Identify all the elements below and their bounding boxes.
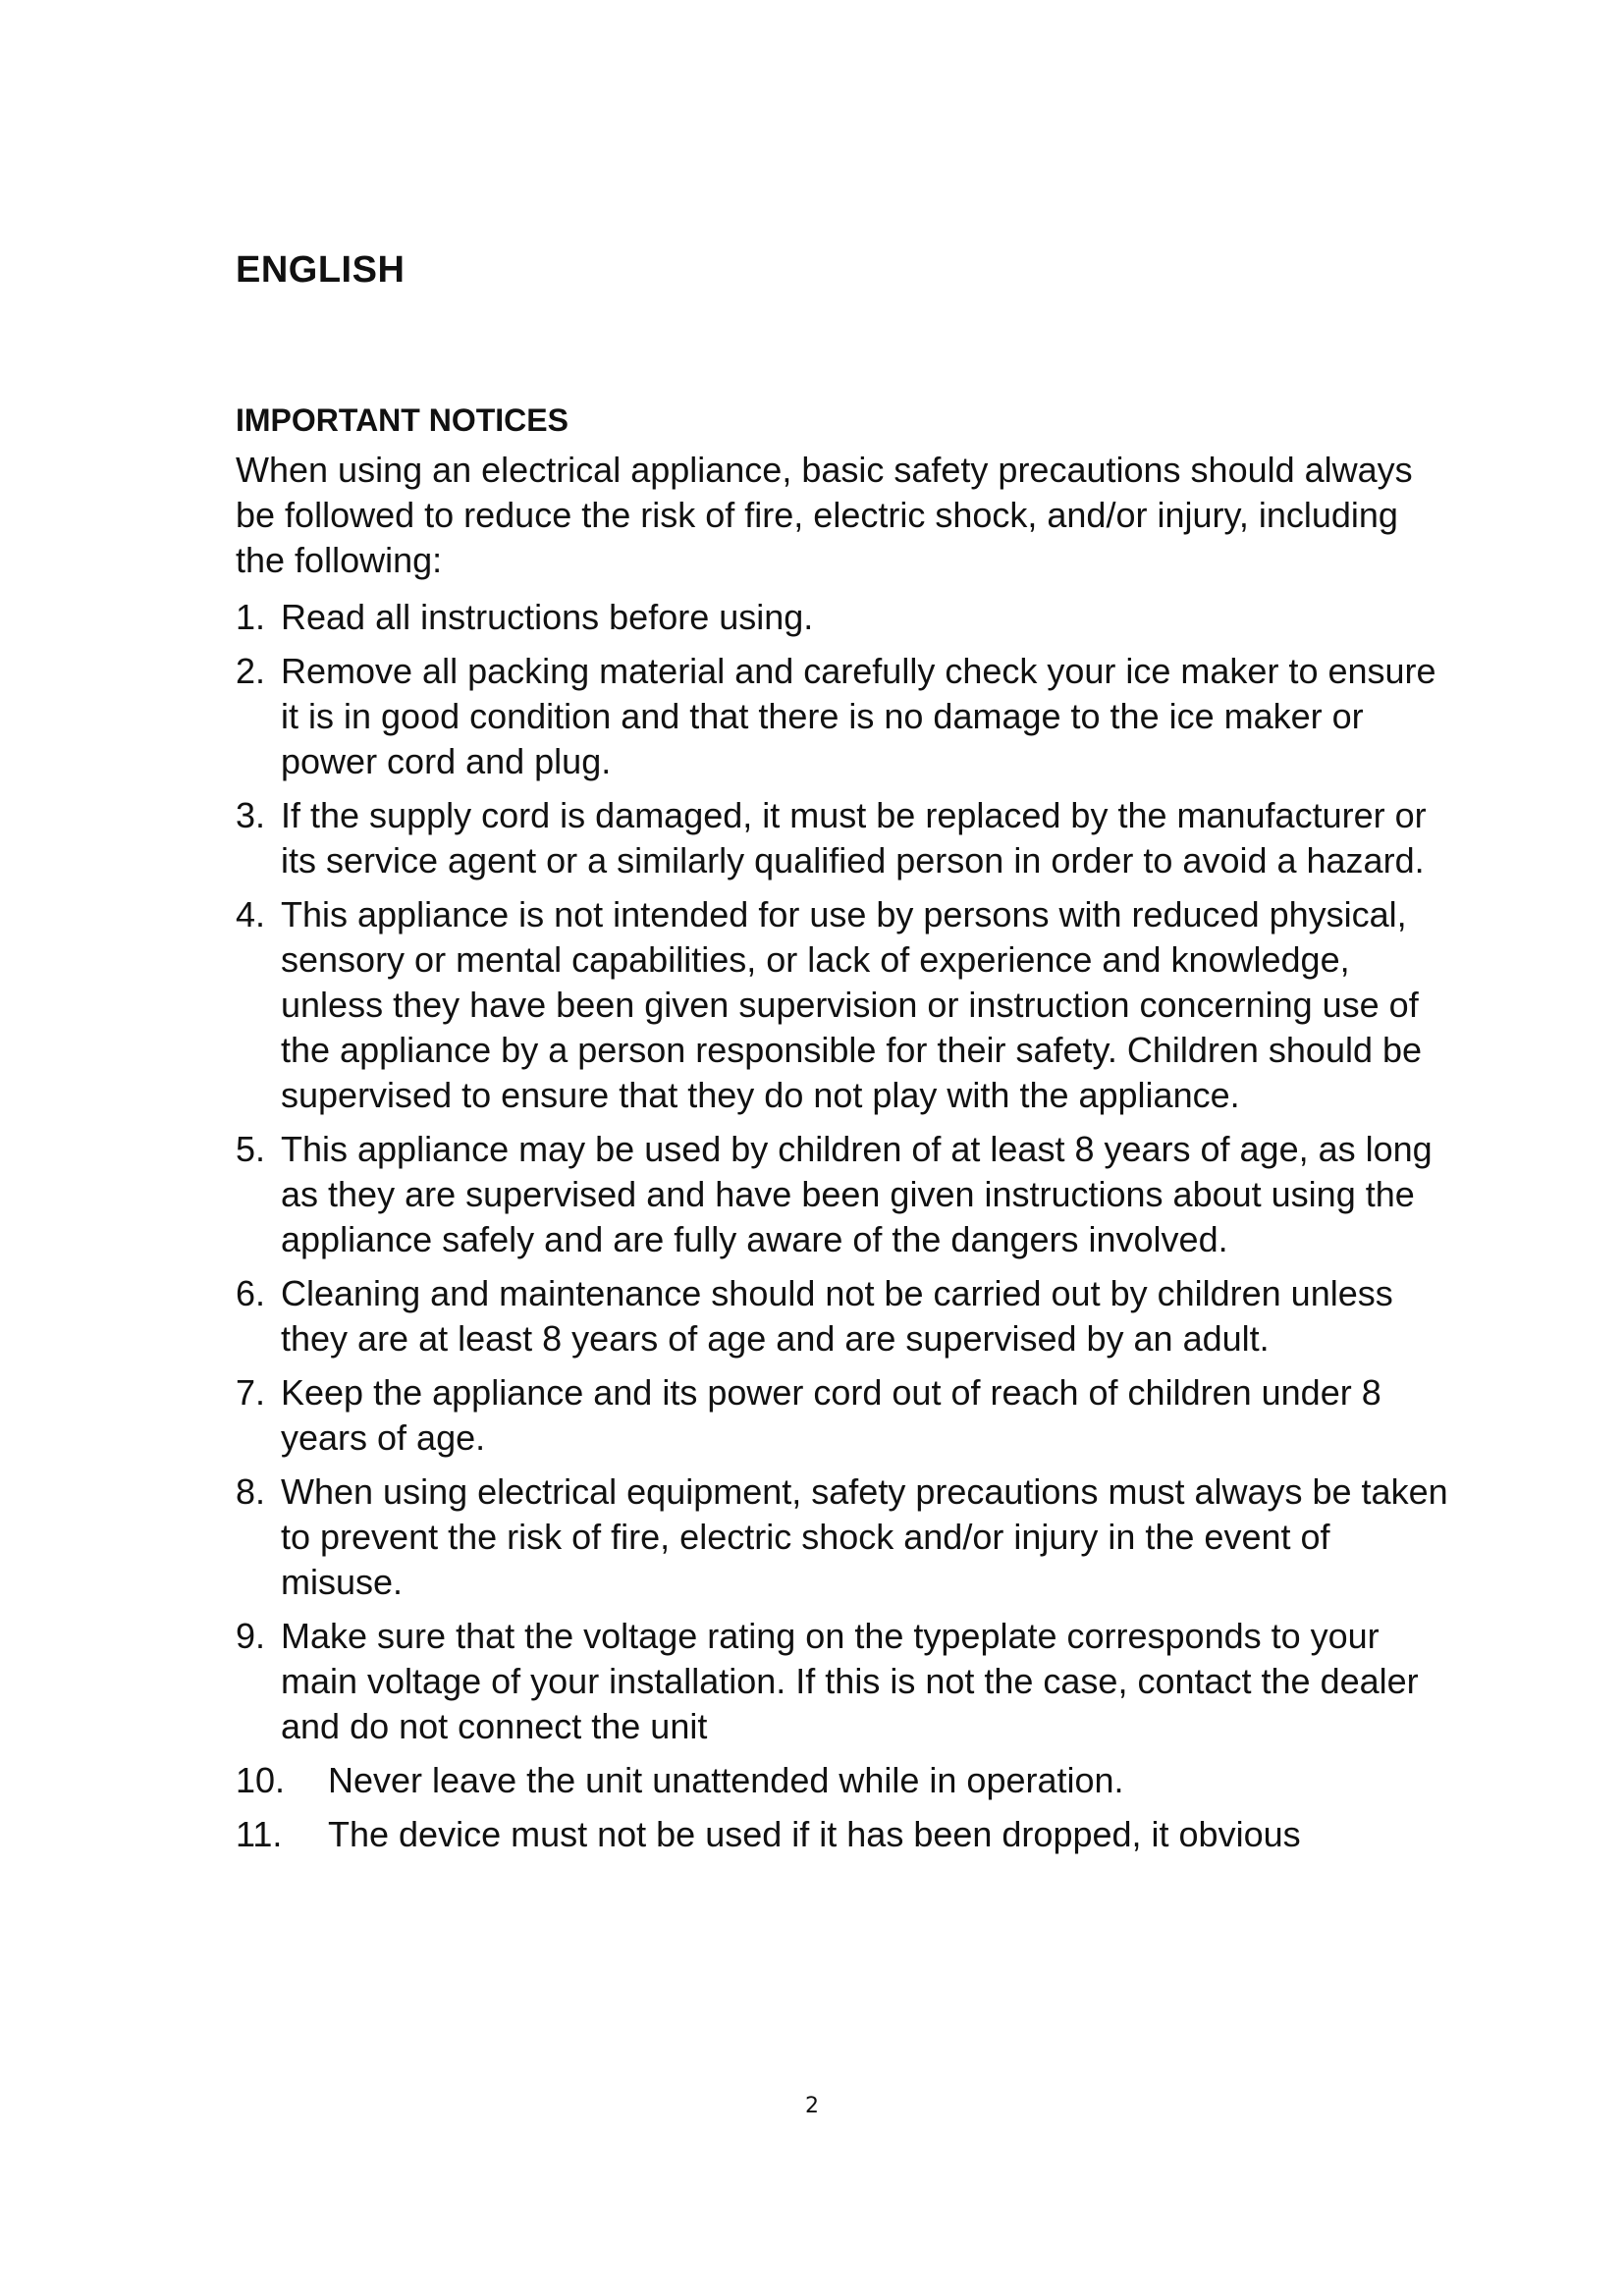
notices-list <box>236 595 1453 1857</box>
item-number: 11. <box>236 1814 283 1854</box>
item-number: 4. <box>236 894 266 934</box>
item-text: Read all instructions before using. <box>281 597 814 637</box>
item-text: Make sure that the voltage rating on the typeplate corresponds to your main voltage of your installation. If this is not the case, contact the dealer and do not connect the unit <box>281 1616 1419 1746</box>
item-text: Keep the appliance and its power cord out of reach of children under 8 years of age. <box>281 1372 1381 1458</box>
item-text: Remove all packing material and carefully check your ice maker to ensure it is in good condition and that there is no damage to the ice maker or power cord and plug. <box>281 651 1436 781</box>
item-text: The device must not be used if it has been dropped, it obvious <box>328 1814 1301 1854</box>
list-item <box>236 595 1453 640</box>
list-item <box>236 892 1453 1118</box>
item-text: This appliance may be used by children of at least 8 years of age, as long as they are supervised and have been given instructions about using the appliance safely and are fully aware of the dangers involved. <box>281 1129 1433 1259</box>
item-number: 3. <box>236 795 266 835</box>
item-text: When using electrical equipment, safety precautions must always be taken to prevent the risk of fire, electric shock and/or injury in the event of misuse. <box>281 1471 1448 1602</box>
list-item <box>236 1614 1453 1749</box>
item-text: This appliance is not intended for use by persons with reduced physical, sensory or mental capabilities, or lack of experience and knowledge, unless they have been given supervision or instruction concerning use of the appliance by a person responsible for their safety. Children should be supervised to ensure that they do not play with the appliance. <box>281 894 1423 1115</box>
item-number: 5. <box>236 1129 266 1169</box>
item-number: 1. <box>236 597 266 637</box>
list-item <box>236 1469 1453 1605</box>
item-text: Never leave the unit unattended while in operation. <box>328 1760 1124 1800</box>
item-text: Cleaning and maintenance should not be carried out by children unless they are at least 8 years of age and are supervised by an adult. <box>281 1273 1393 1359</box>
item-text: If the supply cord is damaged, it must be replaced by the manufacturer or its service agent or a similarly qualified person in order to avoid a hazard. <box>281 795 1427 881</box>
item-number: 7. <box>236 1372 266 1413</box>
list-item <box>236 793 1453 883</box>
intro-paragraph: When using an electrical appliance, basic safety precautions should always be followed to reduce the risk of fire, electric shock, and/or injury, including the following: <box>236 450 1413 580</box>
list-item <box>236 1758 1453 1803</box>
language-heading: ENGLISH <box>236 249 406 291</box>
list-item <box>236 1271 1453 1362</box>
item-number: 6. <box>236 1273 266 1313</box>
list-item <box>236 1127 1453 1262</box>
section-title: IMPORTANT NOTICES <box>236 402 568 438</box>
list-item <box>236 1370 1453 1461</box>
document-page <box>236 245 1453 1866</box>
item-number: 10. <box>236 1760 286 1800</box>
page-number: 2 <box>805 2094 819 2118</box>
item-number: 8. <box>236 1471 266 1512</box>
list-item <box>236 649 1453 784</box>
list-item <box>236 1812 1453 1857</box>
item-number: 2. <box>236 651 266 691</box>
item-number: 9. <box>236 1616 266 1656</box>
